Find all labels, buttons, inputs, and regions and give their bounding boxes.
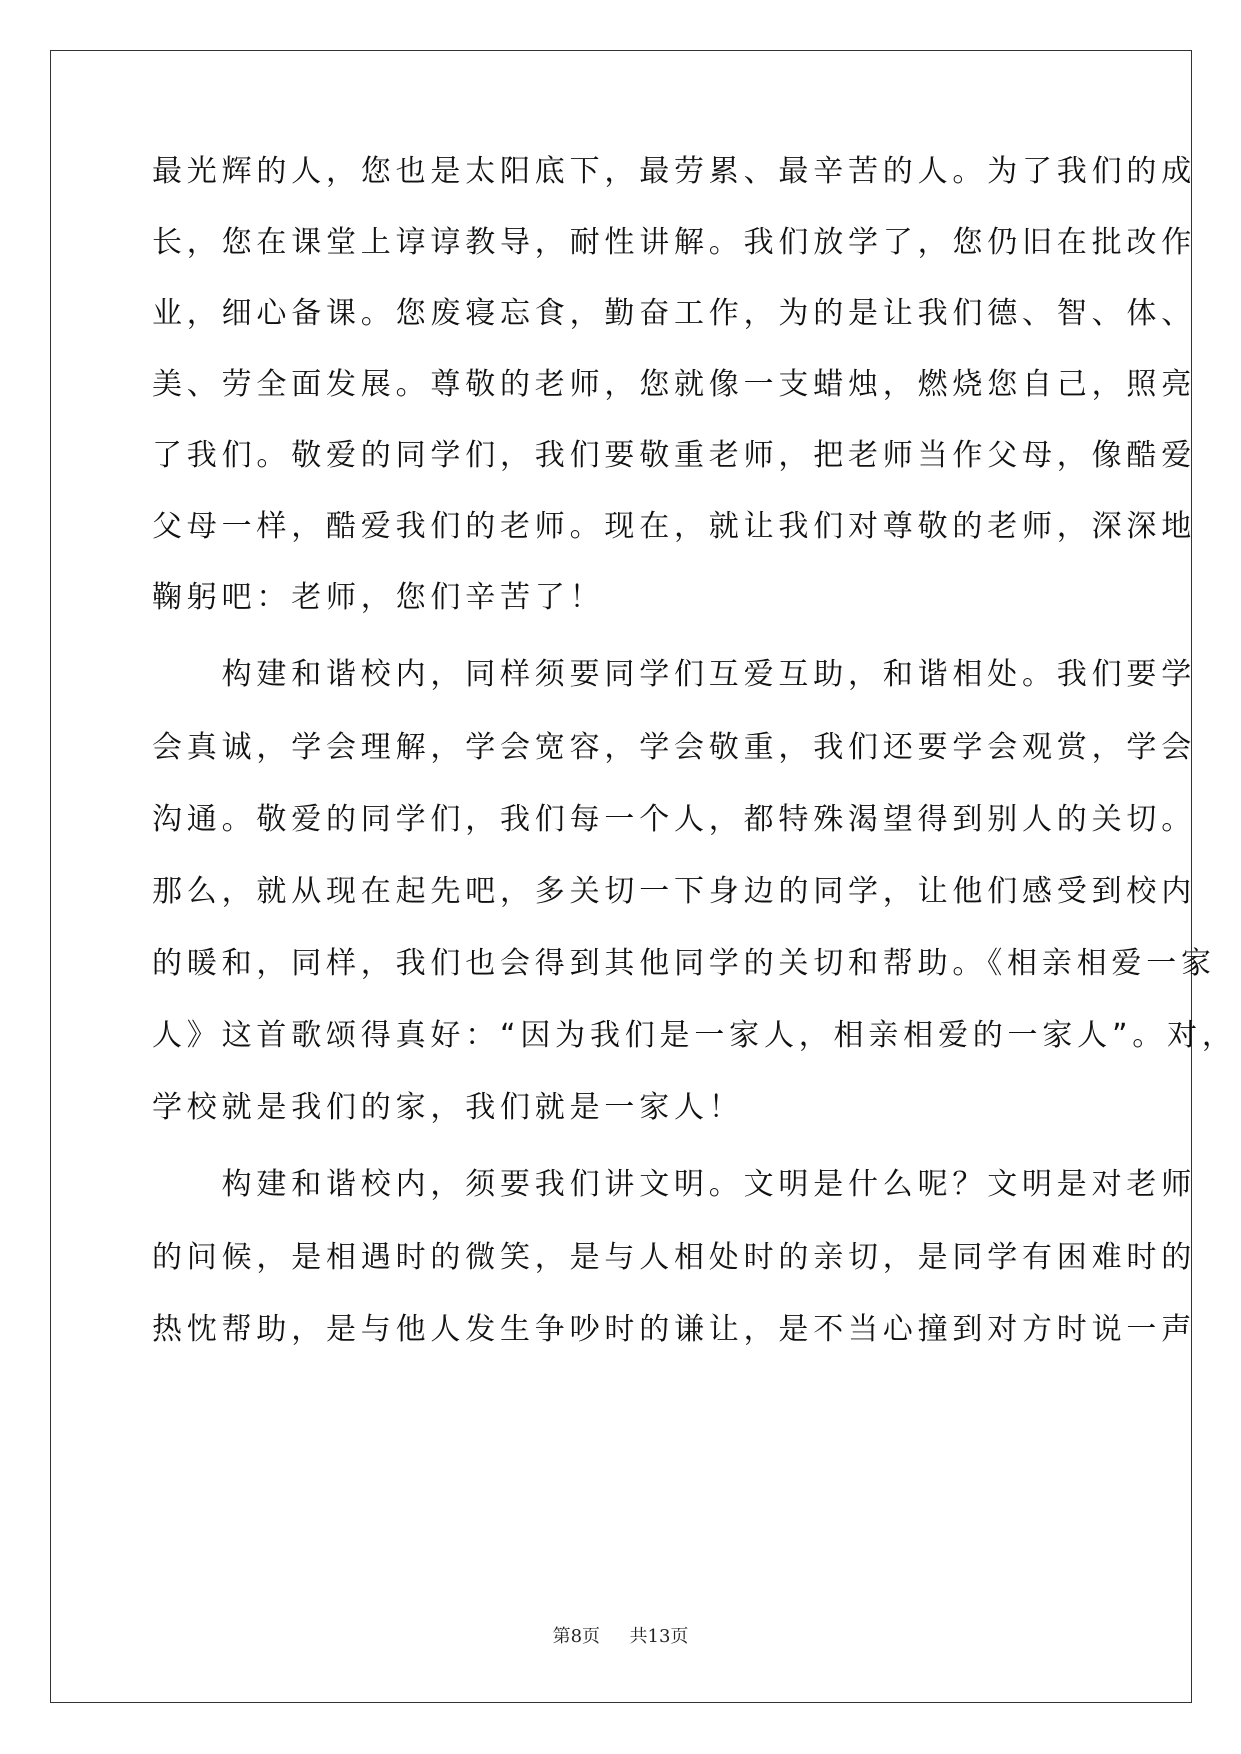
- text-line: 了我们。敬爱的同学们，我们要敬重老师，把老师当作父母，像酷爱: [152, 438, 1196, 473]
- text-line: 热忱帮助，是与他人发生争吵时的谦让，是不当心撞到对方时说一声: [152, 1312, 1196, 1347]
- text-line: 最光辉的人，您也是太阳底下，最劳累、最辛苦的人。为了我们的成: [152, 154, 1196, 189]
- text-line: 业，细心备课。您废寝忘食，勤奋工作，为的是让我们德、智、体、: [152, 296, 1196, 331]
- text-line: 那么，就从现在起先吧，多关切一下身边的同学，让他们感受到校内: [152, 874, 1196, 909]
- text-line: 长，您在课堂上谆谆教导，耐性讲解。我们放学了，您仍旧在批改作: [152, 225, 1196, 260]
- text-line: 沟通。敬爱的同学们，我们每一个人，都特殊渴望得到别人的关切。: [152, 802, 1196, 837]
- text-line: 的问候，是相遇时的微笑，是与人相处时的亲切，是同学有困难时的: [152, 1240, 1196, 1275]
- text-line: 的暖和，同样，我们也会得到其他同学的关切和帮助。《相亲相爱一家: [152, 946, 1216, 981]
- text-line: 人》这首歌颂得真好：“因为我们是一家人，相亲相爱的一家人”。对，: [152, 1018, 1237, 1053]
- page-number: 第8页: [552, 1626, 601, 1647]
- text-line: 父母一样，酷爱我们的老师。现在，就让我们对尊敬的老师，深深地: [152, 509, 1196, 544]
- text-line: 构建和谐校内，须要我们讲文明。文明是什么呢？文明是对老师: [152, 1167, 1196, 1202]
- text-line: 学校就是我们的家，我们就是一家人！: [152, 1090, 744, 1125]
- text-line: 鞠躬吧：老师，您们辛苦了！: [152, 580, 605, 615]
- page-footer: [0, 1622, 1241, 1648]
- text-line: 会真诚，学会理解，学会宽容，学会敬重，我们还要学会观赏，学会: [152, 730, 1196, 765]
- page-total: 共13页: [629, 1626, 689, 1647]
- text-line: 构建和谐校内，同样须要同学们互爱互助，和谐相处。我们要学: [152, 657, 1196, 692]
- text-line: 美、劳全面发展。尊敬的老师，您就像一支蜡烛，燃烧您自己，照亮: [152, 367, 1196, 402]
